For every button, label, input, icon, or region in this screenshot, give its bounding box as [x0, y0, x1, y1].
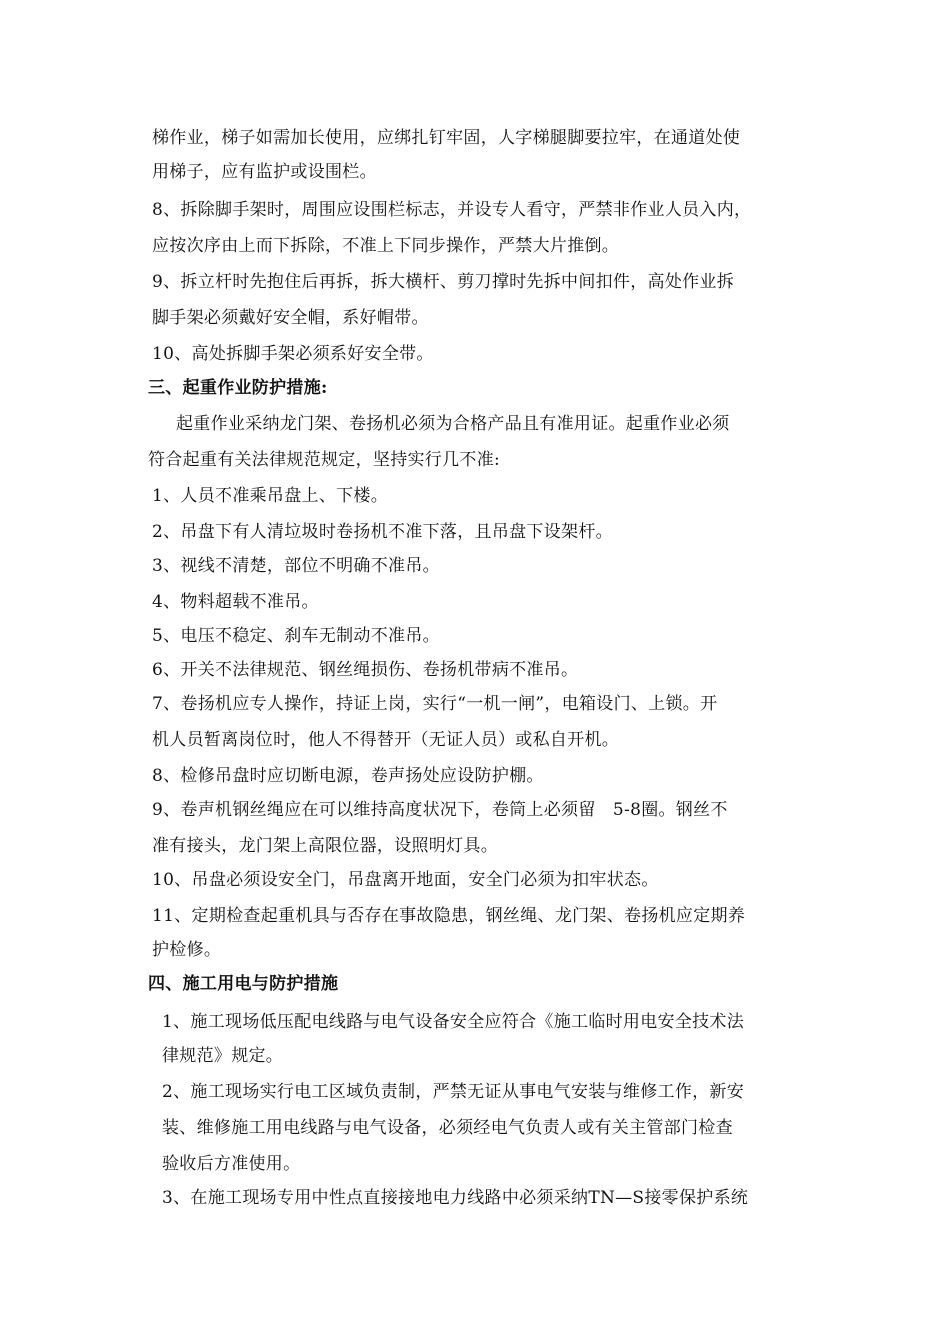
- text-line: 装、维修施工用电线路与电气设备，必须经电气负责人或有关主管部门检查: [162, 1118, 733, 1138]
- text-line: 1、施工现场低压配电线路与电气设备安全应符合《施工临时用电安全技术法: [162, 1012, 745, 1032]
- text-line: 符合起重有关法律规范规定，坚持实行几不准:: [148, 450, 501, 470]
- text-line: 应按次序由上而下拆除，不准上下同步操作，严禁大片推倒。: [152, 236, 620, 256]
- text-line: 3、在施工现场专用中性点直接接地电力线路中必须采纳TN—S接零保护系统: [162, 1188, 749, 1208]
- text-line: 9、卷声机钢丝绳应在可以维持高度状况下，卷筒上必须留 5-8圈。钢丝不: [152, 800, 728, 820]
- text-line: 2、吊盘下有人清垃圾时卷扬机不准下落，且吊盘下设架杆。: [152, 522, 613, 542]
- text-line: 7、卷扬机应专人操作，持证上岗，实行“一机一闸”，电箱设门、上锁。开: [152, 694, 718, 714]
- text-line: 2、施工现场实行电工区域负责制，严禁无证从事电气安装与维修工作，新安: [162, 1082, 745, 1102]
- text-line: 机人员暂离岗位时，他人不得替开（无证人员）或私自开机。: [152, 730, 620, 750]
- text-line: 护检修。: [152, 940, 222, 960]
- text-line: 3、视线不清楚，部位不明确不准吊。: [152, 556, 440, 576]
- text-line: 起重作业采纳龙门架、卷扬机必须为合格产品且有准用证。起重作业必须: [176, 414, 730, 434]
- text-line: 11、定期检查起重机具与否存在事故隐患，钢丝绳、龙门架、卷扬机应定期养: [152, 906, 746, 926]
- section-heading: 四、施工用电与防护措施: [148, 974, 339, 994]
- text-line: 准有接头，龙门架上高限位器，设照明灯具。: [152, 836, 498, 856]
- text-line: 8、拆除脚手架时，周围应设围栏标志，并设专人看守，严禁非作业人员入内，: [152, 200, 752, 220]
- text-line: 8、检修吊盘时应切断电源，卷声扬处应设防护棚。: [152, 766, 544, 786]
- text-line: 1、人员不准乘吊盘上、下楼。: [152, 486, 389, 506]
- text-line: 10、吊盘必须设安全门，吊盘离开地面，安全门必须为扣牢状态。: [152, 870, 659, 890]
- text-line: 4、物料超载不准吊。: [152, 592, 319, 612]
- text-line: 9、拆立杆时先抱住后再拆，拆大横杆、剪刀撑时先拆中间扣件，高处作业拆: [152, 272, 735, 292]
- text-line: 用梯子，应有监护或设围栏。: [152, 162, 377, 182]
- text-line: 梯作业，梯子如需加长使用，应绑扎钉牢固，人字梯腿脚要拉牢，在通道处使: [152, 128, 741, 148]
- text-line: 10、高处拆脚手架必须系好安全带。: [152, 344, 434, 364]
- text-line: 律规范》规定。: [162, 1046, 284, 1066]
- text-line: 6、开关不法律规范、钢丝绳损伤、卷扬机带病不准吊。: [152, 660, 579, 680]
- text-line: 脚手架必须戴好安全帽，系好帽带。: [152, 308, 429, 328]
- text-line: 5、电压不稳定、刹车无制动不准吊。: [152, 626, 440, 646]
- section-heading: 三、起重作业防护措施:: [148, 378, 328, 398]
- text-line: 验收后方准使用。: [162, 1154, 301, 1174]
